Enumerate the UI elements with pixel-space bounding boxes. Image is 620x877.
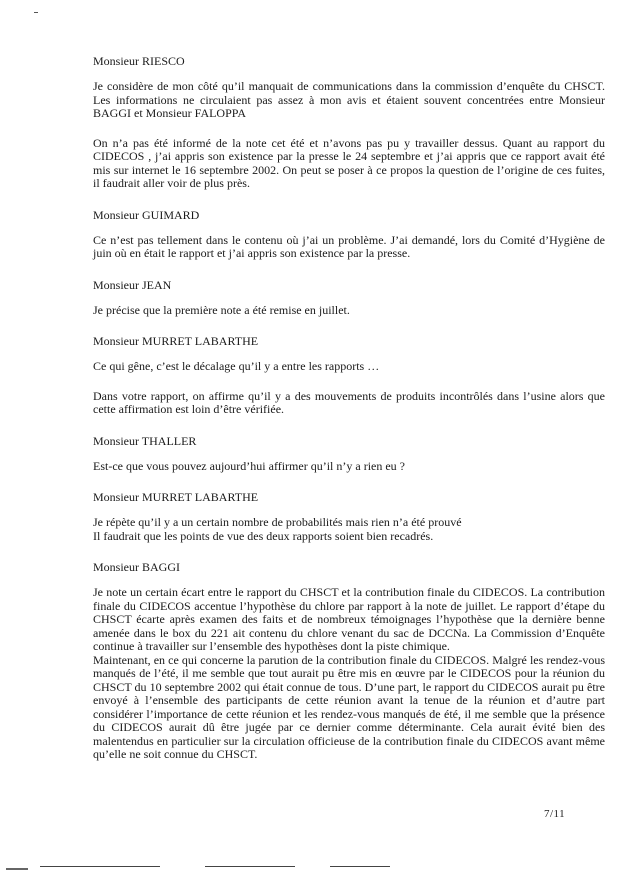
paragraph: Je considère de mon côté qu’il manquait de communications dans la commission d’enquête du CHSCT. Les informations ne circulaient pas assez à mon avis et étaient souvent concentrées entre Monsieur BAGGI et Monsieur FALOPPA [93,79,605,120]
scan-mark [34,12,38,13]
speaker-name: Monsieur GUIMARD [93,207,200,222]
scan-artifact [6,868,28,870]
scan-artifact [330,866,390,867]
paragraph: Je note un certain écart entre le rapport du CHSCT et la contribution finale du CIDECOS. La contribution finale du CIDECOS accentue l’hypothèse du chlore par rapport à la note de juillet. Le rapport d’étape du CHSCT écarte après examen des faits et de nombreux témoignages l’hypothèse que la dernière benne amenée dans le box du 221 ait contenu du chlore venant du sac de DCCNa. La Commission d’Enquête continue à travailler sur l’ensemble des hypothèses dont la piste chimique. Maintenant, en ce qui concerne la parution de la contribution finale du CIDECOS. Malgré les rendez-vous manqués de l’été, il me semble que tout aurait pu être mis en œuvre par le CIDECOS pour la réunion du CHSCT du 10 septembre 2002 qui était connue de tous. D’une part, le rapport du CIDECOS aurait pu être envoyé à l’ensemble des participants de cette réunion avant la tenue de la réunion et d’autre part considérer l’importance de cette réunion et les rendez-vous manqués de été, il me semble que la présence du CIDECOS aurait dû être jugée par ce dernier comme déterminante. Cela aurait évité bien des malentendus en particulier sur la circulation officieuse de la contribution finale du CIDECOS avant même qu’elle ne soit connue du CHSCT. [93,585,605,761]
paragraph: Est-ce que vous pouvez aujourd’hui affirmer qu’il n’y a rien eu ? [93,458,405,473]
speaker-name: Monsieur MURRET LABARTHE [93,334,259,348]
paragraph: Je précise que la première note a été remise en juillet. [93,302,350,317]
page-number: 7/11 [544,808,566,820]
speaker-name: Monsieur THALLER [93,433,197,448]
paragraph: Ce n’est pas tellement dans le contenu où j’ai un problème. J’ai demandé, lors du Comité d’Hygiène de juin où en était le rapport et j’ai appris son existence par la presse. [93,232,605,260]
paragraph: Ce qui gêne, c’est le décalage qu’il y a entre les rapports … [93,359,380,373]
transcript [93,54,605,762]
paragraph: Dans votre rapport, on affirme qu’il y a des mouvements de produits incontrôlés dans l’usine alors que cette affirmation est loin d’être vérifiée. [93,388,605,416]
speaker-name: Monsieur BAGGI [93,560,180,574]
speaker-name: Monsieur RIESCO [93,54,185,68]
speaker-name: Monsieur MURRET LABARTHE [93,490,259,504]
scan-artifact [205,866,295,867]
scan-artifact [40,866,160,867]
paragraph: Je répète qu’il y a un certain nombre de probabilités mais rien n’a été prouvé Il faudrait que les points de vue des deux rapports soient bien recadrés. [93,515,462,543]
paragraph: On n’a pas été informé de la note cet été et n’avons pas pu y travailler dessus. Quant au rapport du CIDECOS , j’ai appris son existence par la presse le 24 septembre et j’ai appris que ce rapport avait été mis sur internet le 16 septembre 2002. On peut se poser à ce propos la question de l’origine de ces fuites, il faudrait aller voir de plus près. [93,135,605,190]
speaker-name: Monsieur JEAN [93,277,172,292]
